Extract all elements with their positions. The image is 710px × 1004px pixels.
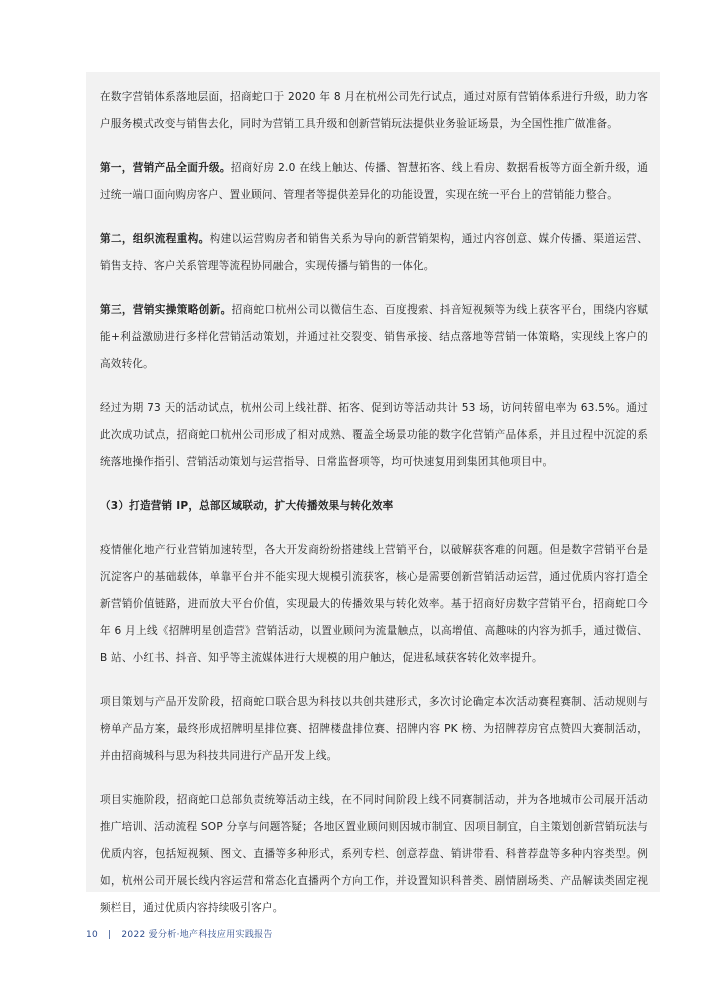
content-panel (86, 72, 660, 914)
footer-separator: | (108, 930, 112, 940)
paragraph-implementation-stage: 项目实施阶段，招商蛇口总部负责统筹活动主线，在不同时间阶段上线不同赛制活动，并为各地城市公司展开活动推广培训、活动流程 SOP 分享与问题答疑；各地区置业顾问则因城市制宜、因项目制宜，自主策划创新营销玩法与优质内容，包括短视频、图文、直播等多种形式，系列专栏、创意荐盘、销讲带看、科普荐盘等多种内容类型。例如，杭州公司开展长线内容运营和常态化直播两个方向工作，并设置知识科普类、剧情剧场类、产品解读类固定视频栏目，通过优质内容持续吸引客户。 (100, 794, 648, 914)
paragraph-pilot-result: 经过为期 73 天的活动试点，杭州公司上线社群、拓客、促到访等活动共计 53 场，访问转留电率为 63.5%。通过此次成功试点，招商蛇口杭州公司形成了相对成熟、覆盖全场景功能的数字化营销产品体系，并且过程中沉淀的系统落地操作指引、营销活动策划与运营指导、日常监督项等，均可快速复用到集团其他项目中。 (100, 402, 648, 468)
paragraph-third-point: 第三，营销实操策略创新。招商蛇口杭州公司以微信生态、百度搜索、抖音短视频等为线上获客平台，围绕内容赋能+利益激励进行多样化营销活动策划，并通过社交裂变、销售承接、结点落地等营销一体策略，实现线上客户的高效转化。 (100, 304, 648, 370)
paragraph-epidemic: 疫情催化地产行业营销加速转型，各大开发商纷纷搭建线上营销平台，以破解获客难的问题。但是数字营销平台是沉淀客户的基础载体，单靠平台并不能实现大规模引流获客，核心是需要创新营销活动运营，通过优质内容打造全新营销价值链路，进而放大平台价值，实现最大的传播效果与转化效率。基于招商好房数字营销平台，招商蛇口今年 6 月上线《招牌明星创造营》营销活动，以置业顾问为流量触点，以高增值、高趣味的内容为抓手，通过微信、B 站、小红书、抖音、知乎等主流媒体进行大规模的用户触达，促进私域获客转化效率提升。 (100, 544, 648, 664)
page-footer (86, 927, 273, 940)
paragraph-intro: 在数字营销体系落地层面，招商蛇口于 2020 年 8 月在杭州公司先行试点，通过对原有营销体系进行升级，助力客户服务模式改变与销售去化，同时为营销工具升级和创新营销玩法提供业务验证场景，为全国性推广做准备。 (100, 91, 648, 130)
paragraph-first-point: 第一，营销产品全面升级。招商好房 2.0 在线上触达、传播、智慧拓客、线上看房、数据看板等方面全新升级，通过统一端口面向购房客户、置业顾问、管理者等提供差异化的功能设置，实现在统一平台上的营销能力整合。 (100, 162, 648, 201)
page-number: 10 (86, 930, 99, 940)
paragraph-planning-stage: 项目策划与产品开发阶段，招商蛇口联合思为科技以共创共建形式，多次讨论确定本次活动赛程赛制、活动规则与榜单产品方案，最终形成招牌明星排位赛、招牌楼盘排位赛、招牌内容 PK 榜、为招牌荐房官点赞四大赛制活动，并由招商城科与思为科技共同进行产品开发上线。 (100, 696, 648, 762)
report-title: 2022 爱分析·地产科技应用实践报告 (121, 930, 273, 940)
paragraph-second-point: 第二，组织流程重构。构建以运营购房者和销售关系为导向的新营销架构，通过内容创意、媒介传播、渠道运营、销售支持、客户关系管理等流程协同融合，实现传播与销售的一体化。 (100, 233, 649, 272)
section-heading: （3）打造营销 IP，总部区域联动，扩大传播效果与转化效率 (100, 500, 394, 512)
